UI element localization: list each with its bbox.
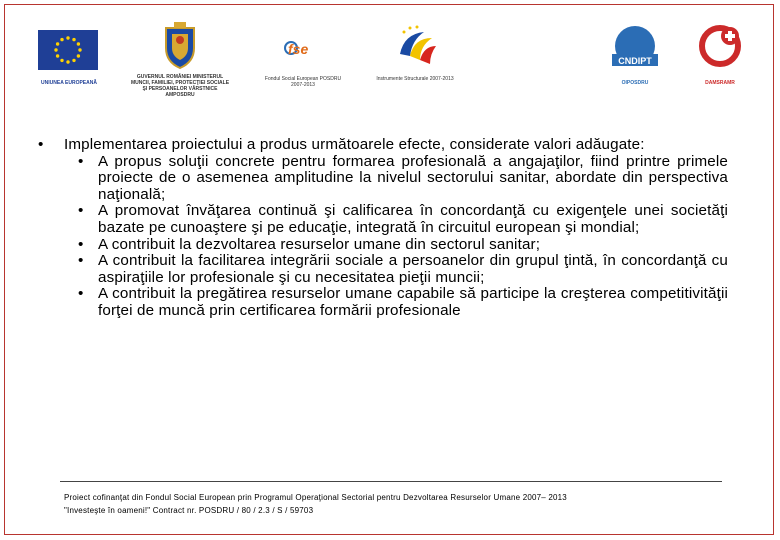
sub-bullet-item xyxy=(72,237,728,254)
sub-bullet-marker: • xyxy=(78,235,84,253)
cndipt-logo-caption: OIPOSDRU xyxy=(621,80,649,86)
damsramr-logo xyxy=(698,22,744,70)
fse-logo-caption: Fondul Social European POSDRU 2007-2013 xyxy=(264,76,342,88)
sub-bullet-list xyxy=(38,154,728,320)
sub-bullet-marker: • xyxy=(78,285,84,303)
romania-coat-of-arms-logo xyxy=(162,22,198,70)
main-bullet-text: Implementarea proiectului a produs următoarele efecte, considerate valori adăugate: xyxy=(64,136,645,153)
instrumente-structurale-logo xyxy=(394,24,438,70)
slide-body xyxy=(38,137,728,320)
sub-bullet-text: A contribuit la facilitarea integrării sociale a persoanelor din grupul ţintă, în concordanţă cu aspiraţiile lor profesionale şi cu necesitatea pieţii muncii; xyxy=(98,252,728,286)
eu-logo-caption: UNIUNEA EUROPEANĂ xyxy=(41,80,97,86)
sub-bullet-marker: • xyxy=(78,252,84,270)
sub-bullet-item xyxy=(72,253,728,286)
sub-bullet-text: A promovat învăţarea continuă şi calificarea în concordanţă cu exigenţele unei societăţi bazate pe cunoaştere şi pe educaţie, integrată în circuitul european şi mondial; xyxy=(98,202,728,236)
damsramr-logo-caption: DAMSRAMR xyxy=(705,80,735,86)
sub-bullet-marker: • xyxy=(78,202,84,220)
footer-contract-line: "Investeşte în oameni!" Contract nr. POSDRU / 80 / 2.3 / S / 59703 xyxy=(64,506,314,515)
footer xyxy=(64,491,744,517)
sub-bullet-item xyxy=(72,286,728,319)
main-bullet xyxy=(38,137,728,154)
government-logo-caption: GUVERNUL ROMÂNIEI MINISTERUL MUNCII, FAMILIEI, PROTECŢIEI SOCIALE ŞI PERSOANELOR VÂRSTNICE AMPOSDRU xyxy=(130,74,230,98)
sub-bullet-text: A propus soluţii concrete pentru formarea profesională a angajaţilor, fiind printre primele proiecte de o asemenea amplitudine la nivelul sectorului sanitar, abordate din perspectiva naţională; xyxy=(98,152,728,203)
cndipt-logo-text: CNDIPT xyxy=(618,56,652,66)
sub-bullet-item xyxy=(72,154,728,204)
eu-flag-logo xyxy=(38,30,98,70)
bullet-marker: • xyxy=(38,136,44,153)
fse-logo-text: fse xyxy=(288,41,309,57)
sub-bullet-marker: • xyxy=(78,152,84,170)
fse-logo xyxy=(282,34,324,64)
sub-bullet-text: A contribuit la pregătirea resurselor umane capabile să participe la creşterea competitivităţii forţei de muncă prin certificarea formării profesionale xyxy=(98,285,728,319)
instrumente-structurale-caption: Instrumente Structurale 2007-2013 xyxy=(376,76,454,82)
footer-funding-line: Proiect cofinanţat din Fondul Social European prin Programul Operaţional Sectorial pentru Dezvoltarea Resurselor Umane 2007– 2013 xyxy=(64,493,567,502)
sub-bullet-item xyxy=(72,203,728,236)
sub-bullet-text: A contribuit la dezvoltarea resurselor umane din sectorul sanitar; xyxy=(98,235,541,253)
cndipt-logo xyxy=(612,24,658,72)
footer-divider xyxy=(60,481,722,482)
